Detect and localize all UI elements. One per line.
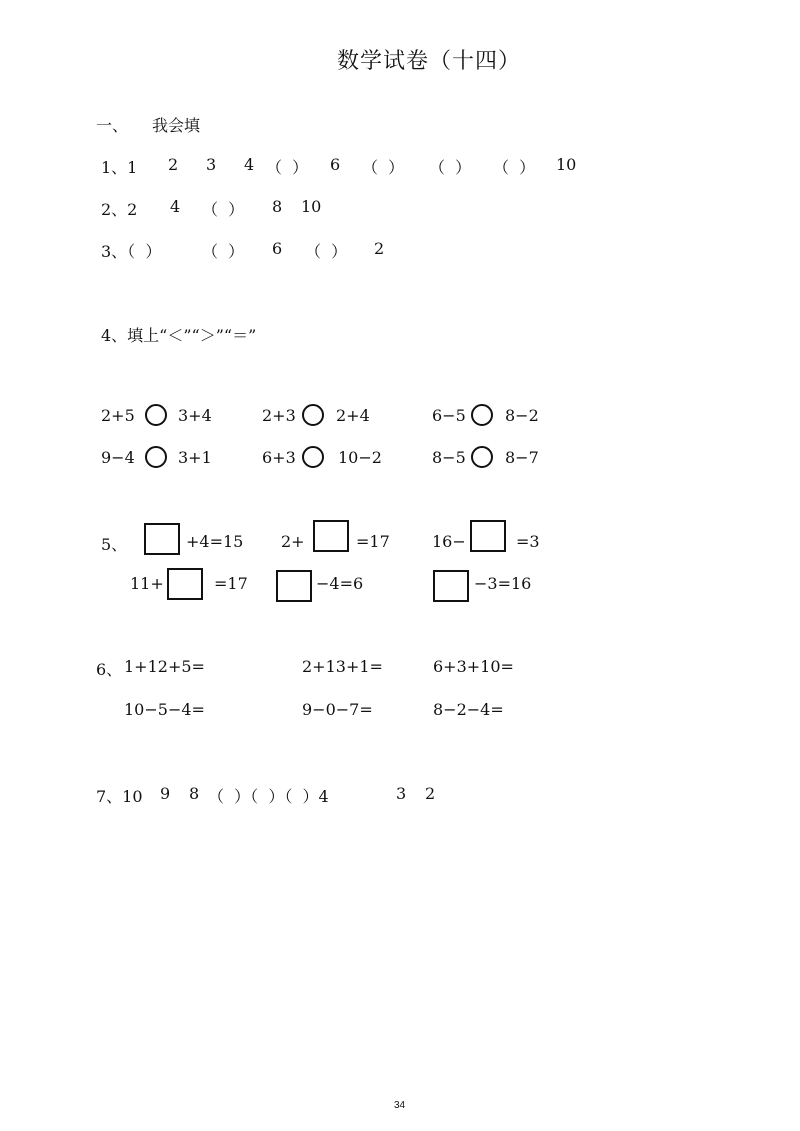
compare-right: 8−7 — [505, 448, 539, 467]
compare-circle[interactable] — [145, 446, 167, 468]
q1-item: 10 — [556, 155, 577, 174]
compare-circle[interactable] — [302, 404, 324, 426]
compare-left: 6−5 — [432, 406, 466, 425]
q1-blank[interactable]: （ ） — [429, 158, 472, 177]
q5-text: 16− — [432, 532, 466, 551]
q5-text: =17 — [214, 574, 248, 593]
q7-item: 3 — [396, 784, 407, 803]
q1-item: 6 — [330, 155, 341, 174]
section-number: 一、 — [96, 116, 129, 135]
q1-blank[interactable]: （ ） — [493, 158, 536, 177]
q5-text: −4=6 — [316, 574, 364, 593]
q1-blank[interactable]: （ ） — [362, 158, 405, 177]
section-heading: 我会填 — [152, 116, 201, 135]
compare-right: 2+4 — [336, 406, 370, 425]
compare-right: 3+4 — [178, 406, 212, 425]
q3-item: 2 — [374, 239, 385, 258]
q6-expression: 2+13+1= — [302, 657, 383, 676]
compare-left: 9−4 — [101, 448, 135, 467]
compare-circle[interactable] — [471, 404, 493, 426]
q3-blank[interactable]: （ ） — [305, 242, 348, 261]
q6-expression: 1+12+5= — [124, 657, 205, 676]
compare-right: 8−2 — [505, 406, 539, 425]
compare-left: 2+3 — [262, 406, 296, 425]
compare-circle[interactable] — [145, 404, 167, 426]
q1-item: 2 — [168, 155, 179, 174]
q6-expression: 6+3+10= — [433, 657, 514, 676]
q1-label: 1、1 — [101, 158, 138, 177]
q5-text: =3 — [516, 532, 540, 551]
q5-label: 5、 — [101, 535, 128, 554]
q2-item: 10 — [301, 197, 322, 216]
q3-item: 6 — [272, 239, 283, 258]
q2-item: 8 — [272, 197, 283, 216]
q1-blank[interactable]: （ ） — [266, 158, 309, 177]
compare-right: 3+1 — [178, 448, 212, 467]
q5-text: 2+ — [281, 532, 305, 551]
q5-text: −3=16 — [474, 574, 532, 593]
q2-blank[interactable]: （ ） — [202, 200, 245, 219]
q2-item: 4 — [170, 197, 181, 216]
q4-heading: 4、填上“＜”“＞”“＝” — [101, 326, 257, 345]
q7-label: 7、10 — [96, 787, 143, 806]
q7-item: 9 — [160, 784, 171, 803]
q1-item: 3 — [206, 155, 217, 174]
answer-box[interactable] — [167, 568, 203, 600]
compare-circle[interactable] — [471, 446, 493, 468]
q3-label: 3、（ ） — [101, 242, 162, 261]
q6-expression: 10−5−4= — [124, 700, 205, 719]
q6-expression: 9−0−7= — [302, 700, 373, 719]
compare-left: 6+3 — [262, 448, 296, 467]
q7-item: 2 — [425, 784, 436, 803]
q5-text: 11+ — [130, 574, 164, 593]
q7-item: 8 — [189, 784, 200, 803]
page-number: 34 — [394, 1100, 406, 1111]
compare-left: 8−5 — [432, 448, 466, 467]
q5-text: =17 — [356, 532, 390, 551]
compare-circle[interactable] — [302, 446, 324, 468]
page-title: 数学试卷（十四） — [337, 49, 522, 74]
compare-left: 2+5 — [101, 406, 135, 425]
q6-label: 6、 — [96, 660, 123, 679]
q6-expression: 8−2−4= — [433, 700, 504, 719]
answer-box[interactable] — [276, 570, 312, 602]
compare-right: 10−2 — [338, 448, 382, 467]
answer-box[interactable] — [470, 520, 506, 552]
q2-label: 2、2 — [101, 200, 138, 219]
q7-blanks[interactable]: （ ）（ ）（ ）4 — [208, 787, 329, 806]
answer-box[interactable] — [144, 523, 180, 555]
answer-box[interactable] — [313, 520, 349, 552]
answer-box[interactable] — [433, 570, 469, 602]
q1-item: 4 — [244, 155, 255, 174]
q3-blank[interactable]: （ ） — [202, 242, 245, 261]
q5-text: +4=15 — [186, 532, 244, 551]
